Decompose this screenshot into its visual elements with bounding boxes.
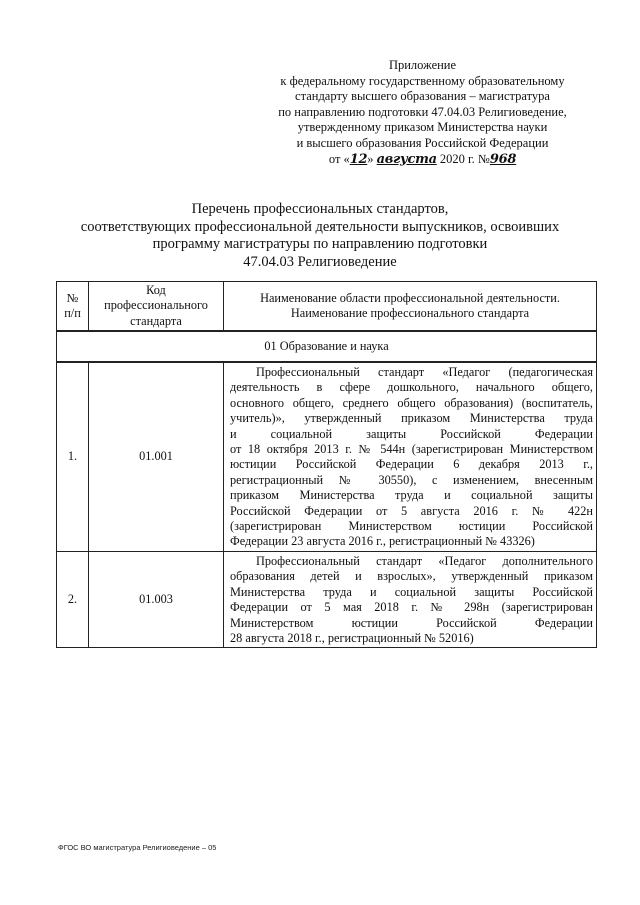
annex-line: стандарту высшего образования – магистратура xyxy=(295,89,550,104)
document-title xyxy=(60,201,580,271)
title-line: 47.04.03 Религиоведение xyxy=(243,253,397,270)
table-header-row xyxy=(57,282,597,332)
title-line: программу магистратуры по направлению подготовки xyxy=(152,236,488,252)
date-day-handwritten: 12 xyxy=(349,151,368,167)
title-line: Перечень профессиональных стандартов, xyxy=(191,201,449,217)
annex-line: утвержденному приказом Министерства науки xyxy=(297,120,548,135)
page-footer: ФГОС ВО магистратура Религиоведение – 05 xyxy=(58,843,217,852)
annex-date-line xyxy=(250,152,595,168)
annex-line: по направлению подготовки 47.04.03 Религиоведение, xyxy=(278,104,567,119)
row-code: 01.003 xyxy=(89,551,224,647)
row-code: 01.001 xyxy=(89,362,224,551)
row-number: 1. xyxy=(57,362,89,551)
standards-table xyxy=(56,281,597,648)
table-row xyxy=(57,362,597,551)
section-title: 01 Образование и наука xyxy=(57,331,597,362)
header-code: Код профессионального стандарта xyxy=(89,282,224,332)
row-description: Профессиональный стандарт «Педагог (педагогическая деятельность в сфере дошкольного, начального общего, основного общего, среднего общего образования) (воспитатель, учитель)», утвержденный приказом Министерства труда и социальной защиты Российской Федерации от 18 октября 2013 г. № 544н (зарегистрирован Министерством юстиции Российской Федерации 6 декабря 2013 г., регистрационный № 30550), с изменением, внесенным приказом Министерства труда и социальной защиты Российской Федерации от 5 августа 2016 г. № 422н (зарегистрирован Министерством юстиции Российской Федерации 23 августа 2016 г., регистрационный № 43326) xyxy=(224,362,597,551)
section-row xyxy=(57,331,597,362)
date-month-handwritten: августа xyxy=(376,151,437,167)
annex-line: Приложение xyxy=(388,58,457,72)
annex-line: и высшего образования Российской Федерации xyxy=(296,135,549,150)
annex-block xyxy=(250,58,595,167)
title-line: соответствующих профессиональной деятельности выпускников, освоивших xyxy=(80,218,560,235)
date-year: 2020 г. № xyxy=(439,151,490,166)
row-number: 2. xyxy=(57,551,89,647)
header-number: № п/п xyxy=(57,282,89,332)
annex-line: к федеральному государственному образовательному xyxy=(280,73,565,88)
table-row xyxy=(57,551,597,647)
order-number-handwritten: 968 xyxy=(489,151,517,167)
header-name: Наименование области профессиональной деятельности. Наименование профессионального стандарта xyxy=(224,282,597,332)
row-description: Профессиональный стандарт «Педагог дополнительного образования детей и взрослых», утвержденный приказом Министерства труда и социальной защиты Российской Федерации от 5 мая 2018 г. № 298н (зарегистрирован Министерством юстиции Российской Федерации 28 августа 2018 г., регистрационный № 52016) xyxy=(224,551,597,647)
date-mid: » xyxy=(367,151,374,166)
date-prefix: от « xyxy=(328,151,350,166)
